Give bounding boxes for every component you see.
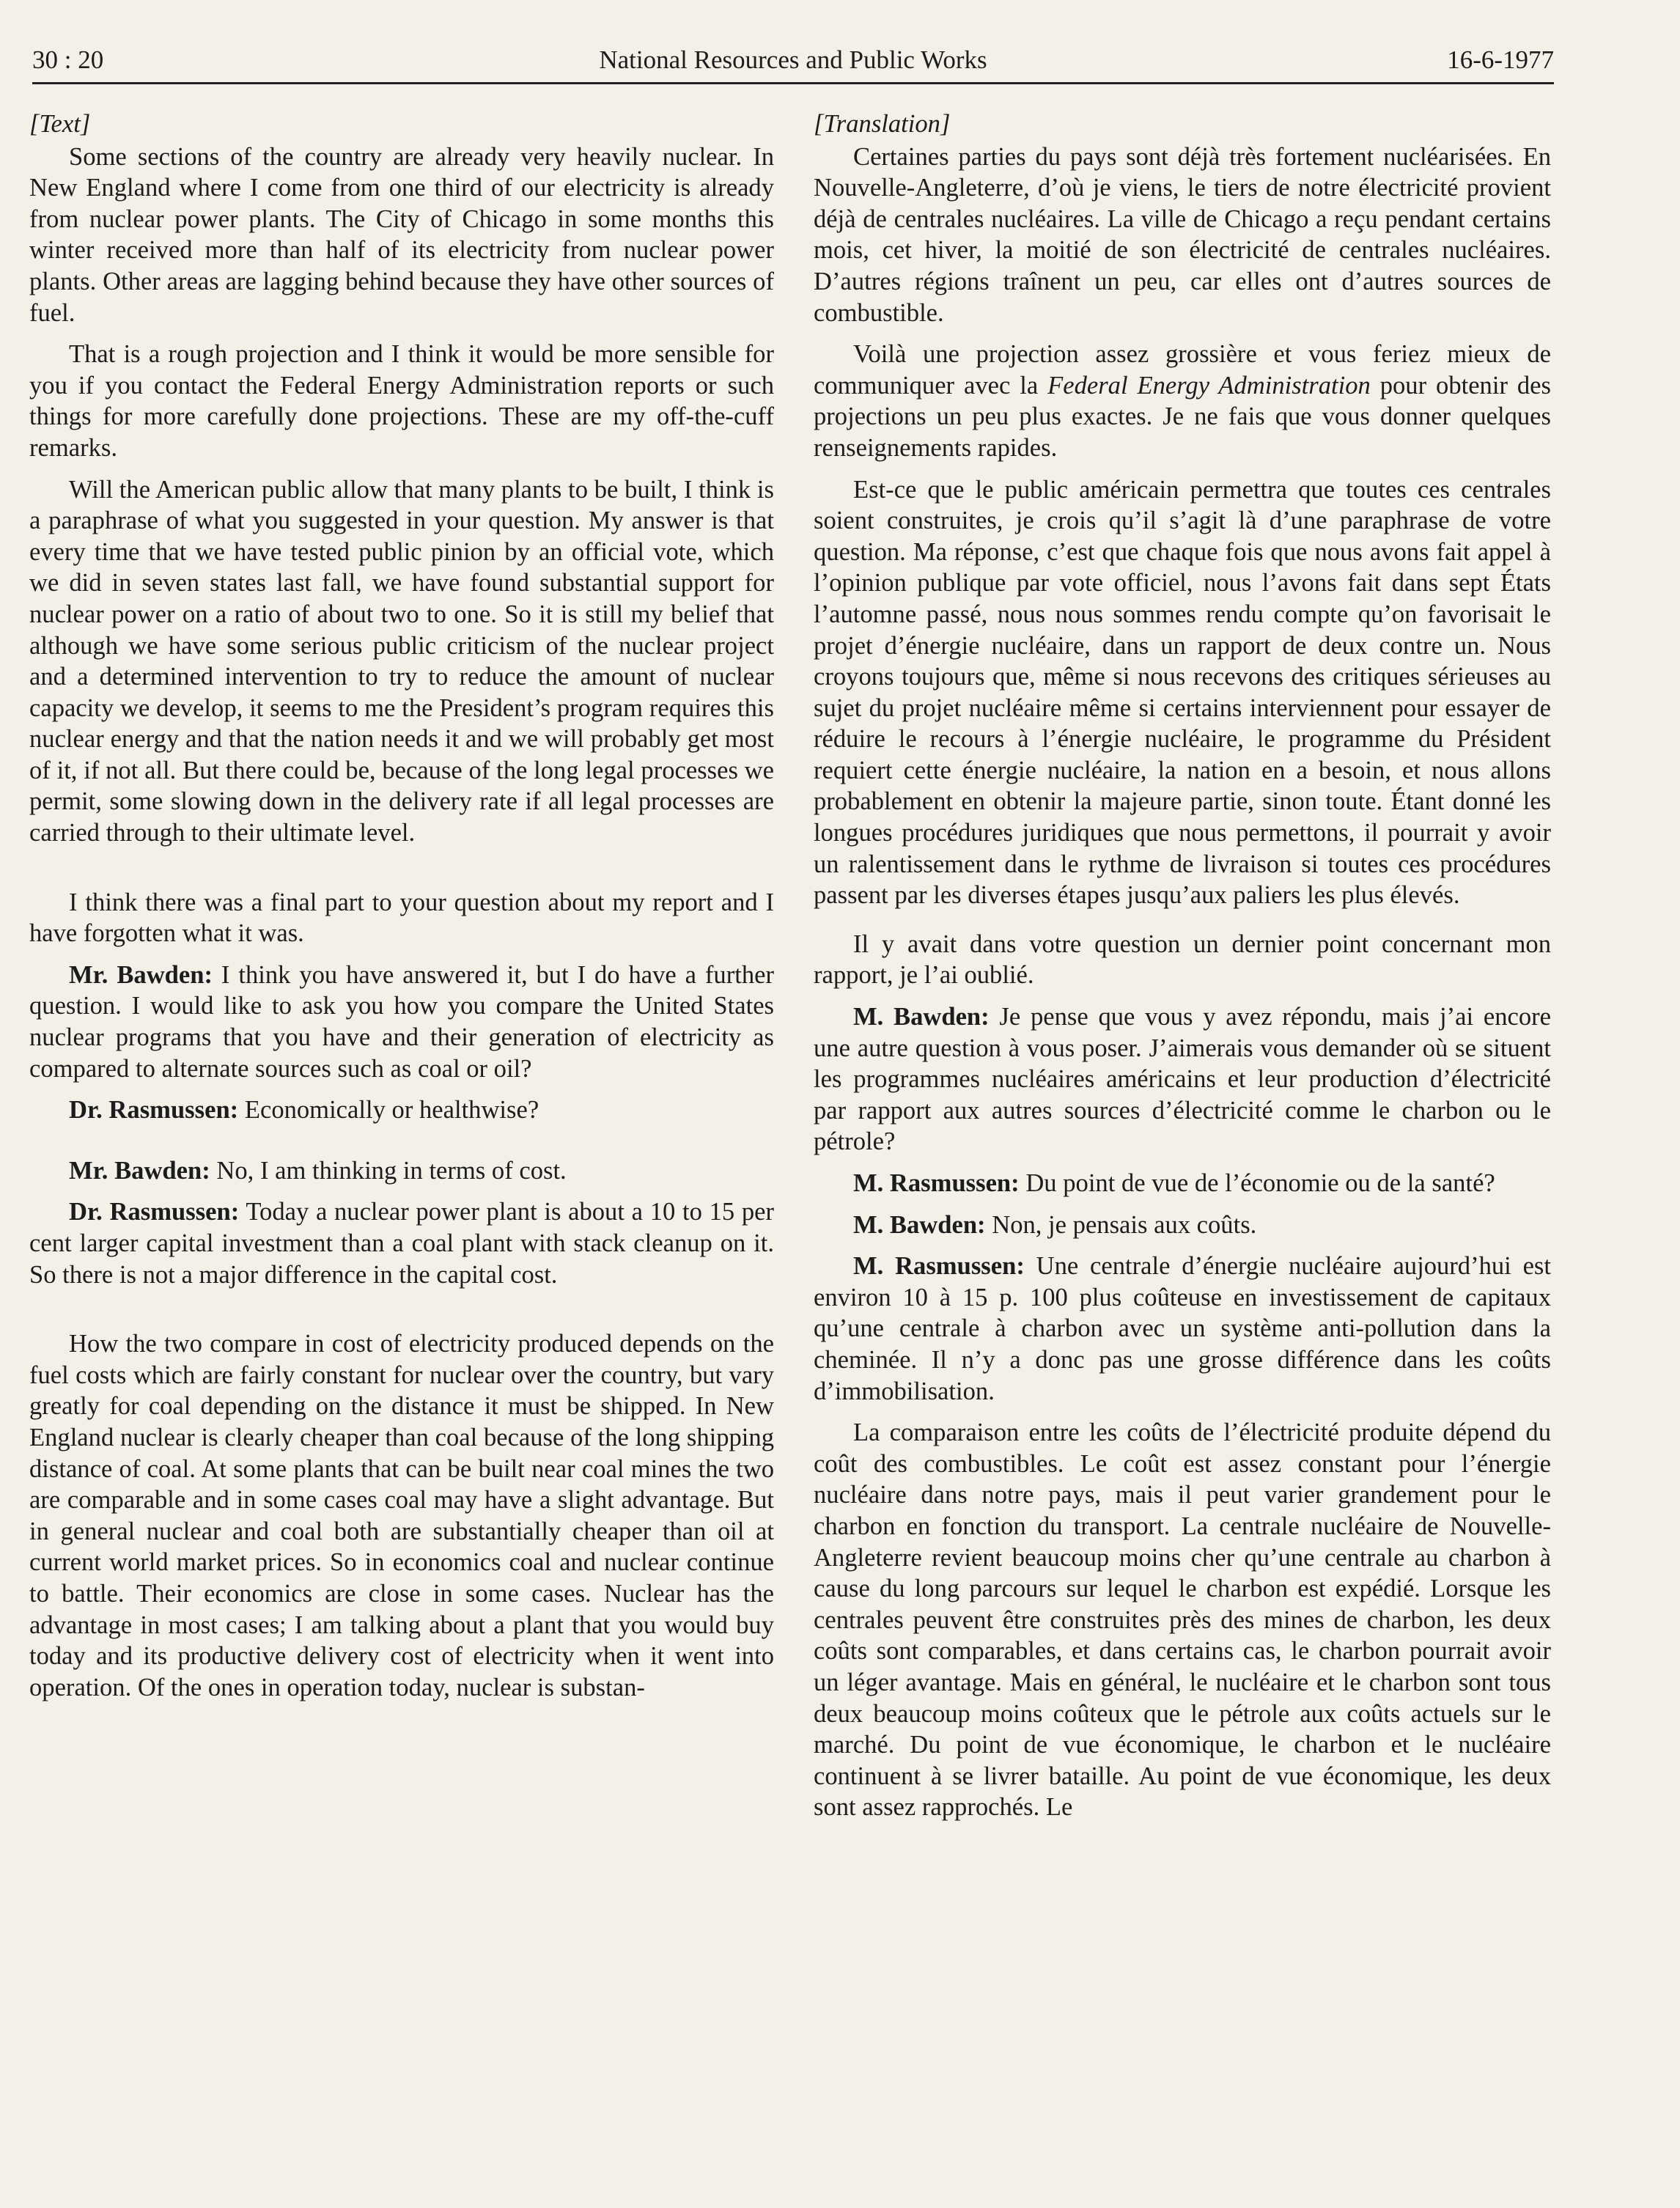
- publication-title: National Resources and Public Works: [599, 45, 987, 74]
- speaker-name: M. Bawden:: [853, 1003, 990, 1031]
- page-header: [32, 38, 1554, 84]
- paragraph: [814, 339, 1551, 463]
- paragraph: How the two compare in cost of electricity produced depends on the fuel costs which are fairly constant for nuclear over the country, but vary greatly for coal depending on the distance it must be shipped. In New England nuclear is clearly cheaper than coal because of the long shipping distance of coal. At some plants that can be built near coal mines the two are comparable and in some cases coal may have a slight advantage. But in general nuclear and coal both are substantially cheaper than oil at current world market prices. So in economics coal and nuclear continue to battle. Their economics are close in some cases. Nuclear has the advantage in most cases; I am talking about a plant that you would buy today and its productive delivery cost of electricity when it went into operation. Of the ones in operation today, nuclear is substan-: [29, 1330, 774, 1701]
- french-column: [814, 108, 1551, 1833]
- speech-text: Une centrale d’énergie nucléaire aujourd’hui est environ 10 à 15 p. 100 plus coûteuse en investissement de capitaux qu’une centrale à charbon avec un système anti-pollution dans la cheminée. Il n’y a donc pas une grosse différence dans les coûts d’immobilisation.: [814, 1252, 1551, 1405]
- agency-name: Federal Energy Administration: [1047, 371, 1371, 400]
- paragraph: Will the American public allow that many plants to be built, I think is a paraphrase of what you suggested in your question. My answer is that every time that we have tested public pinion by an official vote, which we did in seven states last fall, we have found substantial support for nuclear power on a ratio of about two to one. So it is still my belief that although we have some serious public criticism of the nuclear project and a determined intervention to try to reduce the amount of nuclear capacity we develop, it seems to me the President’s program requires this nuclear energy and that the nation needs it and we will probably get most of it, if not all. But there could be, because of the long legal processes we permit, some slowing down in the delivery rate if all legal processes are carried through to their ultimate level.: [29, 475, 774, 847]
- paragraph-text: pour obtenir des projections un peu plus exactes. Je ne fais que vous donner quelques renseignements rapides.: [814, 371, 1551, 462]
- speaker-paragraph: [814, 1210, 1551, 1241]
- speech-text: Du point de vue de l’économie ou de la santé?: [1019, 1169, 1495, 1197]
- paragraph: Est-ce que le public américain permettra que toutes ces centrales soient construites, je crois qu’il s’agit là d’une paraphrase de votre question. Ma réponse, c’est que chaque fois que nous avons fait appel à l’opinion publique par vote officiel, nous l’avons fait dans sept États l’automne passé, nous nous sommes rendu compte qu’on favorisait le projet d’énergie nucléaire, dans un rapport de deux contre un. Nous croyons toujours que, même si nous recevons des critiques sérieuses au sujet du projet nucléaire même si certains interviennent pour essayer de réduire le recours à l’énergie nucléaire, le programme du Président requiert cette énergie nucléaire, la nation en a besoin, et nous allons probablement en obtenir la majeure partie, sinon toute. Étant donné les longues procédures juridiques que nous permettons, il pourrait y avoir un ralentissement dans le rythme de livraison si toutes ces procédures passent par les diverses étapes jusqu’aux paliers les plus élevés.: [814, 475, 1551, 910]
- translation-label: [Translation]: [814, 110, 951, 138]
- speaker-paragraph: [814, 1251, 1551, 1407]
- speaker-paragraph: [29, 1155, 774, 1187]
- speech-text: I think you have answered it, but I do have a further question. I would like to ask you how you compare the United States nuclear programs that you have and their generation of electricity as compared to alternate sources such as coal or oil?: [29, 960, 774, 1083]
- speech-text: Economically or healthwise?: [238, 1096, 539, 1125]
- speaker-name: M. Rasmussen:: [853, 1252, 1025, 1281]
- speaker-name: M. Bawden:: [853, 1210, 986, 1239]
- speaker-name: Mr. Bawden:: [69, 1156, 210, 1185]
- text-label: [Text]: [29, 110, 91, 138]
- speech-text: Non, je pensais aux coûts.: [985, 1210, 1257, 1239]
- speech-text: Je pense que vous y avez répondu, mais j’ai encore une autre question à vous poser. J’aimerais vous demander où se situent les programmes nucléaires américains et leur production d’électricité par rapport aux autres sources d’électricité comme le charbon ou le pétrole?: [814, 1003, 1552, 1156]
- speaker-paragraph: [29, 1094, 774, 1126]
- speaker-paragraph: [29, 960, 774, 1084]
- speaker-paragraph: [29, 1196, 774, 1290]
- speaker-paragraph: [814, 1168, 1551, 1199]
- speaker-name: M. Rasmussen:: [853, 1169, 1020, 1197]
- paragraph: I think there was a final part to your question about my report and I have forgotten what it was.: [29, 888, 774, 948]
- paragraph: La comparaison entre les coûts de l’électricité produite dépend du coût des combustibles. Le coût est assez constant pour l’énergie nucléaire dans notre pays, mais il peut varier grandement pour le charbon en fonction du transport. La centrale nucléaire de Nouvelle-Angleterre revient beaucoup moins cher qu’une centrale au charbon à cause du long parcours sur lequel le charbon est expédié. Lorsque les centrales peuvent être construites près des mines de charbon, les deux coûts sont comparables, et dans certains cas, le charbon pourrait avoir un léger avantage. Mais en général, le nucléaire et le charbon sont tous deux beaucoup moins coûteux que le pétrole aux coûts actuels sur le marché. Du point de vue économique, le charbon et le nucléaire continuent à se livrer bataille. Au point de vue économique, les deux sont assez rapprochés. Le: [814, 1418, 1551, 1822]
- page-number: 30 : 20: [32, 45, 104, 74]
- speaker-name: Dr. Rasmussen:: [69, 1198, 240, 1226]
- paragraph: Certaines parties du pays sont déjà très fortement nucléarisées. En Nouvelle-Angleterre, d’où je viens, le tiers de notre électricité provient déjà de centrales nucléaires. La ville de Chicago a reçu pendant certains mois, cet hiver, la moitié de son électricité de centrales nucléaires. D’autres régions traînent un peu, car elles ont d’autres sources de combustible.: [814, 142, 1551, 327]
- paragraph: That is a rough projection and I think it would be more sensible for you if you contact the Federal Energy Administration reports or such things for more carefully done projections. These are my off-the-cuff remarks.: [29, 340, 774, 462]
- paragraph: Some sections of the country are already very heavily nuclear. In New England where I come from one third of our electricity is already from nuclear power plants. The City of Chicago in some months this winter received more than half of its electricity from nuclear power plants. Other areas are lagging behind because they have other sources of fuel.: [29, 142, 774, 327]
- speaker-paragraph: [814, 1001, 1551, 1158]
- speech-text: No, I am thinking in terms of cost.: [210, 1156, 567, 1185]
- publication-date: 16-6-1977: [1447, 45, 1554, 74]
- english-column: [29, 108, 774, 1713]
- speaker-name: Mr. Bawden:: [69, 960, 213, 989]
- speaker-name: Dr. Rasmussen:: [69, 1096, 239, 1125]
- paragraph-text: Voilà une projection assez grossière et vous feriez mieux de communiquer avec la: [814, 340, 1551, 400]
- paragraph: Il y avait dans votre question un dernier point concernant mon rapport, je l’ai oublié.: [814, 930, 1551, 990]
- speech-text: Today a nuclear power plant is about a 10 to 15 per cent larger capital investment than a coal plant with stack cleanup on it. So there is not a major difference in the capital cost.: [29, 1198, 774, 1289]
